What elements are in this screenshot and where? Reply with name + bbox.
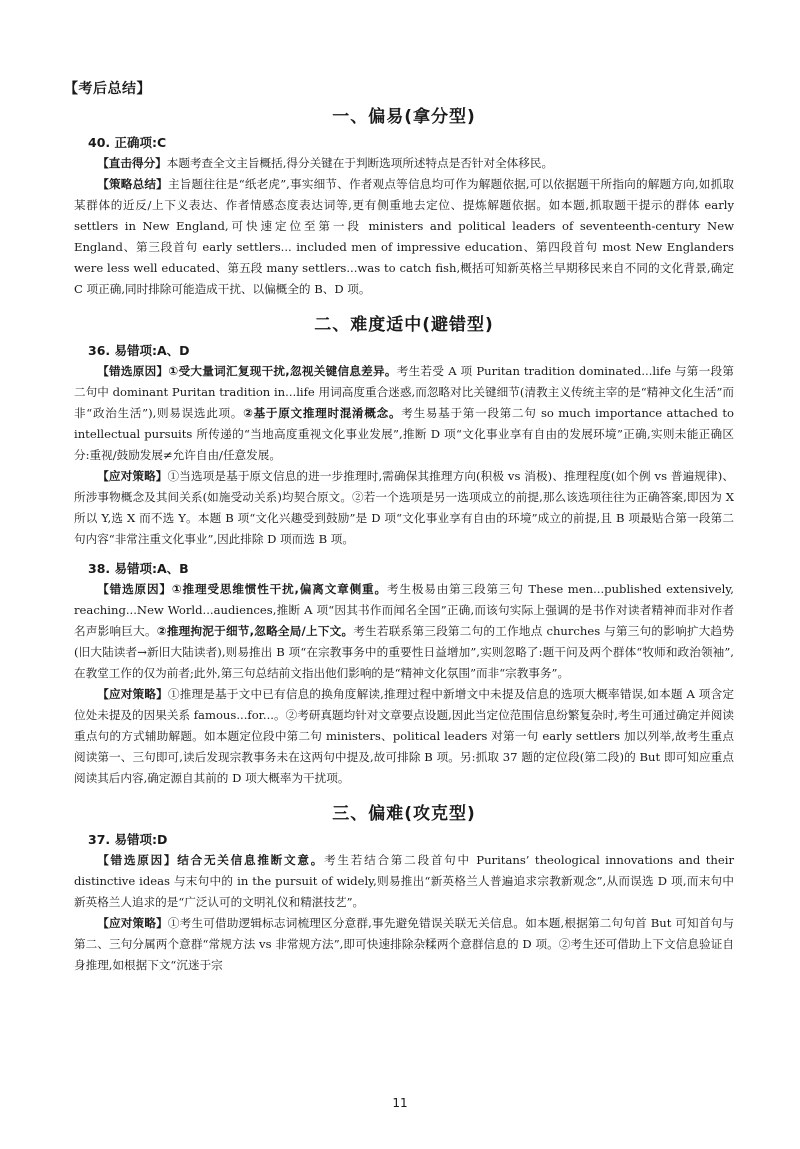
label-error-reason: 【错选原因】 bbox=[97, 364, 169, 378]
bold-point: ②推理拘泥于细节,忽略全局/上下文。 bbox=[156, 624, 354, 638]
question-38-error-reason bbox=[74, 579, 734, 684]
question-37-error-reason bbox=[74, 850, 734, 913]
page-content bbox=[64, 78, 734, 976]
label-response-strategy: 【应对策略】 bbox=[97, 469, 168, 483]
text: 考生若结合第二段首句中 Puritans’ theological innovations and their distinctive ideas 与末句中的 in the pursuit of widely,则易推出“新英格兰人普遍追求宗教新观念”,从而误选 D 项,而末句中新英格兰人追求的是“广泛认可的文明礼仪和精湛技艺”。 bbox=[74, 853, 734, 909]
bold-point: ①推理受思维惯性干扰,偏离文章侧重。 bbox=[171, 582, 387, 596]
label-response-strategy: 【应对策略】 bbox=[97, 687, 168, 701]
question-36-strategy bbox=[74, 466, 734, 550]
text: 主旨题往往是“纸老虎”,事实细节、作者观点等信息均可作为解题依据,可以依据题干所指向的解题方向,如抓取某群体的近反/上下义表达、作者情感态度表达词等,更有侧重地去定位、提炼解题依据。如本题,抓取题干提示的群体 early settlers in New England,可快速定位至第一段 ministers and political leaders of seventeenth-century New England、第三段首句 early settlers... included men of impressive education、第四段首句 most New Englanders were less well educated、第五段 many settlers...was to catch fish,概括可知新英格兰早期移民来自不同的文化背景,确定 C 项正确,同时排除可能造成干扰、以偏概全的 B、D 项。 bbox=[74, 177, 734, 296]
bold-point: ②基于原文推理时混淆概念。 bbox=[243, 406, 402, 420]
text: 考生易基于第一段第二句 so much importance attached to intellectual pursuits 所传递的“当地高度重视文化事业发展”,推断 D 项“文化事业享有自由的发展环境”正确,实则未能正确区分:重视/鼓励发展≠允许自由/任意发展。 bbox=[74, 406, 734, 462]
text: ①推理是基于文中已有信息的换角度解读,推理过程中新增文中未提及信息的选项大概率错误,如本题 A 项含定位处未提及的因果关系 famous...for...。②考研真题均针对文章要点设题,因此当定位范围信息纷繁复杂时,考生可通过确定并阅读重点句的方式辅助解题。如本题定位段中第二句 ministers、political leaders 对第一句 early settlers 加以列举,故考生重点阅读第一、三句即可,读后发现宗教事务未在这两句中提及,故可排除 B 项。另:抓取 37 题的定位段(第二段)的 But 即可知应重点阅读其后内容,确定源自其前的 D 项大概率为干扰项。 bbox=[74, 687, 734, 785]
question-37-head: 37. 易错项:D bbox=[88, 832, 168, 847]
text: ①当选项是基于原文信息的进一步推理时,需确保其推理方向(积极 vs 消极)、推理程度(如个例 vs 普遍规律)、所涉事物概念及其间关系(如施受动关系)均契合原文。②若一个选项是另一选项成立的前提,那么该选项往往为正确答案,即因为 X 所以 Y,选 X 而不选 Y。本题 B 项“文化兴趣受到鼓励”是 D 项“文化事业享有自由的环境”成立的前提,且 B 项最贴合第一段第二句内容“非常注重文化事业”,因此排除 D 项而选 B 项。 bbox=[74, 469, 734, 546]
label-response-strategy: 【应对策略】 bbox=[97, 916, 168, 930]
section-title-hard: 三、偏难(攻克型) bbox=[332, 804, 476, 824]
text: 考生若联系第三段第二句的工作地点 churches 与第三句的影响扩大趋势(旧大陆读者→新旧大陆读者),则易推出 B 项“在宗教事务中的重要性日益增加”,实则忽略了:题干问及两个群体“牧师和政治领袖”,在教堂工作的仅为前者;此外,第三句总结前文指出他们影响的是“精神文化氛围”而非“宗教事务”。 bbox=[74, 624, 734, 680]
page-number: 11 bbox=[392, 1096, 408, 1110]
question-40-head: 40. 正确项:C bbox=[88, 135, 167, 150]
text: 考生极易由第三段第三句 These men...published extensively, reaching...New World...audiences,推断 A 项“因其书作而闻名全国”正确,而该句实际上强调的是书作对读者精神而非对作者名声影响巨大。 bbox=[74, 582, 734, 638]
question-40-strategy bbox=[74, 174, 734, 300]
text: 本题考查全文主旨概括,得分关键在于判断选项所述特点是否针对全体移民。 bbox=[166, 156, 554, 170]
question-37-strategy bbox=[74, 913, 734, 976]
bold-point: ①受大量词汇复现干扰,忽视关键信息差异。 bbox=[168, 364, 397, 378]
question-40-direct-score bbox=[74, 153, 734, 174]
question-36-error-reason bbox=[74, 361, 734, 466]
label-error-reason: 【错选原因】 bbox=[97, 582, 172, 596]
label-error-reason: 【错选原因】 bbox=[97, 853, 178, 867]
question-38-head: 38. 易错项:A、B bbox=[88, 561, 189, 576]
bold-point: 结合无关信息推断文意。 bbox=[177, 853, 325, 867]
text: ①考生可借助逻辑标志词梳理区分意群,事先避免错误关联无关信息。如本题,根据第二句句首 But 可知首句与第二、三句分属两个意群“常规方法 vs 非常规方法”,即可快速排除杂糅两个意群信息的 D 项。②考生还可借助上下文信息验证自身推理,如根据下文“沉迷于宗 bbox=[74, 916, 734, 972]
label-direct-score: 【直击得分】 bbox=[97, 156, 167, 170]
summary-tag: 【考后总结】 bbox=[64, 81, 151, 97]
text: 考生若受 A 项 Puritan tradition dominated...life 与第一段第二句中 dominant Puritan tradition in...life 用词高度重合迷惑,而忽略对比关键细节(清教主义传统主宰的是“精神文化生活”而非“政治生活”),则易误选此项。 bbox=[74, 364, 734, 420]
label-strategy-summary: 【策略总结】 bbox=[97, 177, 168, 191]
section-title-easy: 一、偏易(拿分型) bbox=[332, 107, 476, 127]
question-38-strategy bbox=[74, 684, 734, 789]
section-title-medium: 二、难度适中(避错型) bbox=[314, 315, 494, 335]
question-36-head: 36. 易错项:A、D bbox=[88, 343, 190, 358]
